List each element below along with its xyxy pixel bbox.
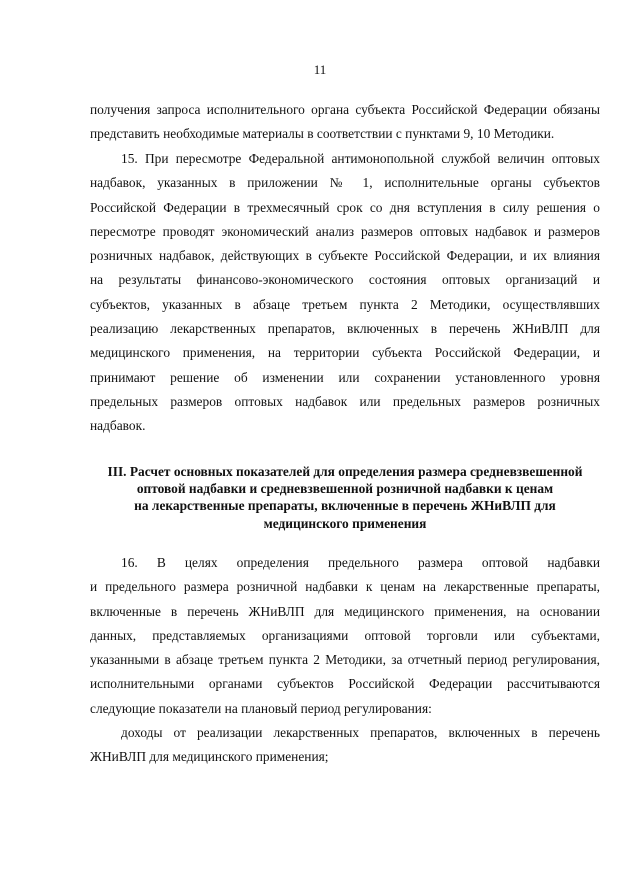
section-heading (90, 463, 600, 532)
text-line: реализацию лекарственных препаратов, включенных в перечень ЖНиВЛП для (90, 321, 600, 337)
text-line: доходы от реализации лекарственных препаратов, включенных в перечень (121, 725, 600, 740)
page-number: 11 (313, 62, 327, 77)
text-line: следующие показатели на плановый период регулирования: (90, 700, 432, 716)
text-line: 16. В целях определения предельного размера оптовой надбавки (121, 555, 600, 570)
text-line: на результаты финансово-экономического состояния оптовых организаций и (90, 272, 600, 288)
text-line: медицинского применения, на территории субъекта Российской Федерации, и (90, 345, 600, 361)
text-line: надбавок, указанных в приложении № 1, исполнительные органы субъектов (90, 175, 600, 191)
text-line: пересмотре проводят экономический анализ размеров оптовых надбавок и размеров (90, 223, 600, 239)
text-line: и предельного размера розничной надбавки к ценам на лекарственные препараты, (90, 579, 600, 595)
text-line: ЖНиВЛП для медицинского применения; (90, 749, 329, 765)
text-line: указанными в абзаце третьем пункта 2 Методики, за отчетный период регулирования, (90, 652, 600, 668)
text-line: исполнительными органами субъектов Российской Федерации рассчитываются (90, 676, 600, 692)
text-line: надбавок. (90, 418, 146, 434)
paragraph-continuation (90, 98, 600, 147)
text-line: включенные в перечень ЖНиВЛП для медицинского применения, на основании (90, 603, 600, 619)
text-line: субъектов, указанных в абзаце третьем пункта 2 Методики, осуществлявших (90, 296, 600, 312)
text-line: розничных надбавок, действующих в субъекте Российской Федерации, и их влияния (90, 248, 600, 264)
heading-line: на лекарственные препараты, включенные в перечень ЖНиВЛП для (134, 498, 556, 514)
text-line: принимают решение об изменении или сохранении установленного уровня (90, 369, 600, 385)
paragraph-15 (90, 147, 600, 439)
heading-line: оптовой надбавки и средневзвешенной розничной надбавки к ценам (136, 481, 554, 497)
paragraph-income (90, 721, 600, 770)
text-line: предельных размеров оптовых надбавок или предельных размеров розничных (90, 393, 600, 409)
text-line: получения запроса исполнительного органа субъекта Российской Федерации обязаны (90, 102, 600, 117)
heading-line: медицинского применения (263, 515, 427, 531)
text-line: 15. При пересмотре Федеральной антимонопольной службой величин оптовых (121, 151, 600, 166)
text-line: данных, представляемых организациями оптовой торговли или субъектами, (90, 627, 600, 643)
heading-line: III. Расчет основных показателей для определения размера средневзвешенной (107, 464, 583, 479)
text-line: Российской Федерации в трехмесячный срок со дня вступления в силу решения о (90, 199, 600, 215)
paragraph-16 (90, 551, 600, 721)
text-line: представить необходимые материалы в соответствии с пунктами 9, 10 Методики. (90, 126, 555, 142)
